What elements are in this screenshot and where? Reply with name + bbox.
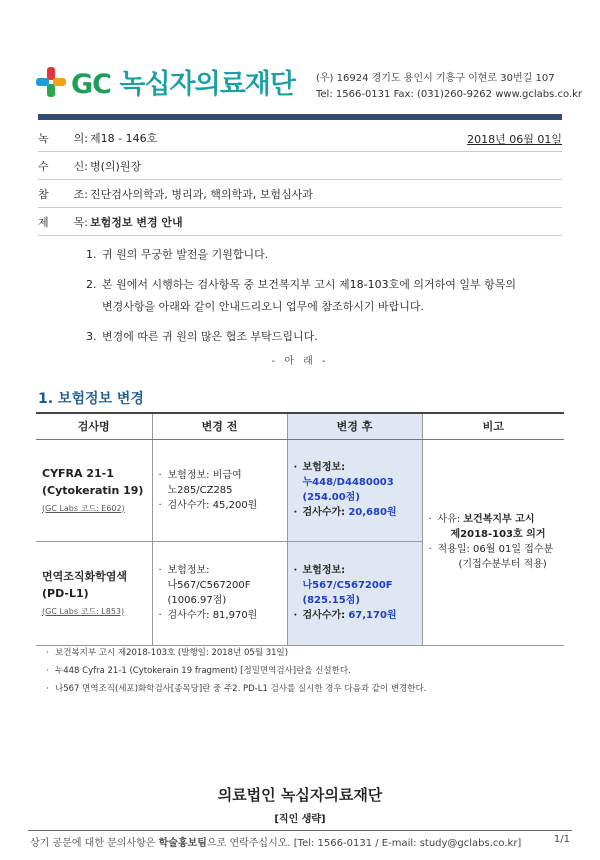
doc-date: 2018년 06월 01일	[467, 133, 562, 146]
col-header-remark: 비고	[422, 413, 564, 439]
after-cell: · 보험정보: 나567/C567200F (825.15점) · 검사수가: 67,170원	[287, 541, 422, 645]
section-title: 1. 보험정보 변경	[38, 391, 144, 407]
recipient: 병(의)원장	[90, 159, 142, 173]
letter-body	[86, 244, 556, 348]
footer-divider	[28, 830, 572, 831]
phone-line: Tel: 1566-0131 Fax: (031)260-9262 www.gclabs.co.kr	[316, 89, 583, 100]
seal-omitted: [직인 생략]	[274, 814, 326, 825]
gc-logo	[36, 62, 295, 101]
body-item-3: 3. 변경에 따른 귀 원의 많은 협조 부탁드립니다.	[86, 330, 318, 343]
test-name-cell: 면역조직화학염색 (PD-L1) (GC Labs 코드: L853)	[36, 541, 152, 645]
memo-subject: 제 목: 보험정보 변경 안내	[38, 208, 562, 236]
before-cell: · 보험정보: 나567/C567200F (1006.97점) · 검사수가: 81,970원	[152, 541, 287, 645]
letterhead	[0, 0, 600, 118]
body-item-2: 2. 본 원에서 시행하는 검사항목 중 보건복지부 고시 제18-103호에 의거하여 일부 항목의 변경사항을 아래와 같이 안내드리오니 업무에 참조하시기 바랍니다.	[86, 278, 516, 313]
col-header-test: 검사명	[36, 413, 152, 439]
header-divider	[38, 114, 562, 120]
before-cell: · 보험정보: 비급여 노285/CZ285 · 검사수가: 45,200원	[152, 439, 287, 541]
memo-cc: 참 조: 진단검사의학과, 병리과, 핵의학과, 보험심사과	[38, 180, 562, 208]
arae-separator: - 아 래 -	[271, 356, 329, 367]
gc-code: (GC Labs 코드: E602)	[42, 503, 125, 513]
cc-list: 진단검사의학과, 병리과, 핵의학과, 보험심사과	[90, 187, 313, 201]
test-name-cell: CYFRA 21-1 (Cytokeratin 19) (GC Labs 코드: E602)	[36, 439, 152, 541]
issuer-name: 의료법인 녹십자의료재단	[217, 786, 383, 804]
gc-cross-icon	[36, 67, 66, 97]
note-item: · 보건복지부 고시 제2018-103호 (발행일: 2018년 05월 31일)	[46, 648, 289, 658]
memo-doc-number: 녹 의: 제18 - 146호 2018년 06월 01일	[38, 124, 562, 152]
footer-contact: 상기 공문에 대한 문의사항은 학술홍보팀으로 연락주십시오. [Tel: 1566-0131 / E-mail: study@gclabs.co.kr]	[30, 838, 522, 849]
remark-cell: · 사유: 보건복지부 고시 제2018-103호 의거 · 적용일: 06월 01일 접수분 (기접수분부터 적용)	[422, 439, 564, 645]
contact-address	[316, 71, 582, 103]
logo-gc: GC	[71, 69, 111, 100]
table-notes	[46, 644, 426, 698]
col-header-before: 변경 전	[152, 413, 287, 439]
contact-dept: 학술홍보팀	[158, 838, 207, 849]
col-header-after: 변경 후	[287, 413, 422, 439]
doc-number: 제18 - 146호	[90, 131, 158, 145]
note-item: · 나567 면역조직(세포)화학검사[종목당]란 중 주2. PD-L1 검사를 실시한 경우 다음과 같이 변경한다.	[46, 684, 427, 694]
address-line: (우) 16924 경기도 용인시 기흥구 이현로 30번길 107	[316, 73, 555, 84]
page-number: 1/1	[553, 834, 570, 845]
body-item-1: 1. 귀 원의 무궁한 발전을 기원합니다.	[86, 248, 269, 261]
memo-recipient: 수 신: 병(의)원장	[38, 152, 562, 180]
subject: 보험정보 변경 안내	[90, 215, 183, 229]
note-item: · 누448 Cyfra 21-1 (Cytokerain 19 fragment) [정밀면역검사]란을 신설한다.	[46, 666, 351, 676]
gc-code: (GC Labs 코드: L853)	[42, 606, 125, 616]
table-row	[36, 439, 564, 541]
logo-name: 녹십자의료재단	[119, 69, 295, 100]
insurance-change-table	[36, 412, 564, 646]
memo-fields	[38, 124, 562, 236]
after-cell: · 보험정보: 누448/D4480003 (254.00점) · 검사수가: 20,680원	[287, 439, 422, 541]
table-header-row	[36, 413, 564, 439]
